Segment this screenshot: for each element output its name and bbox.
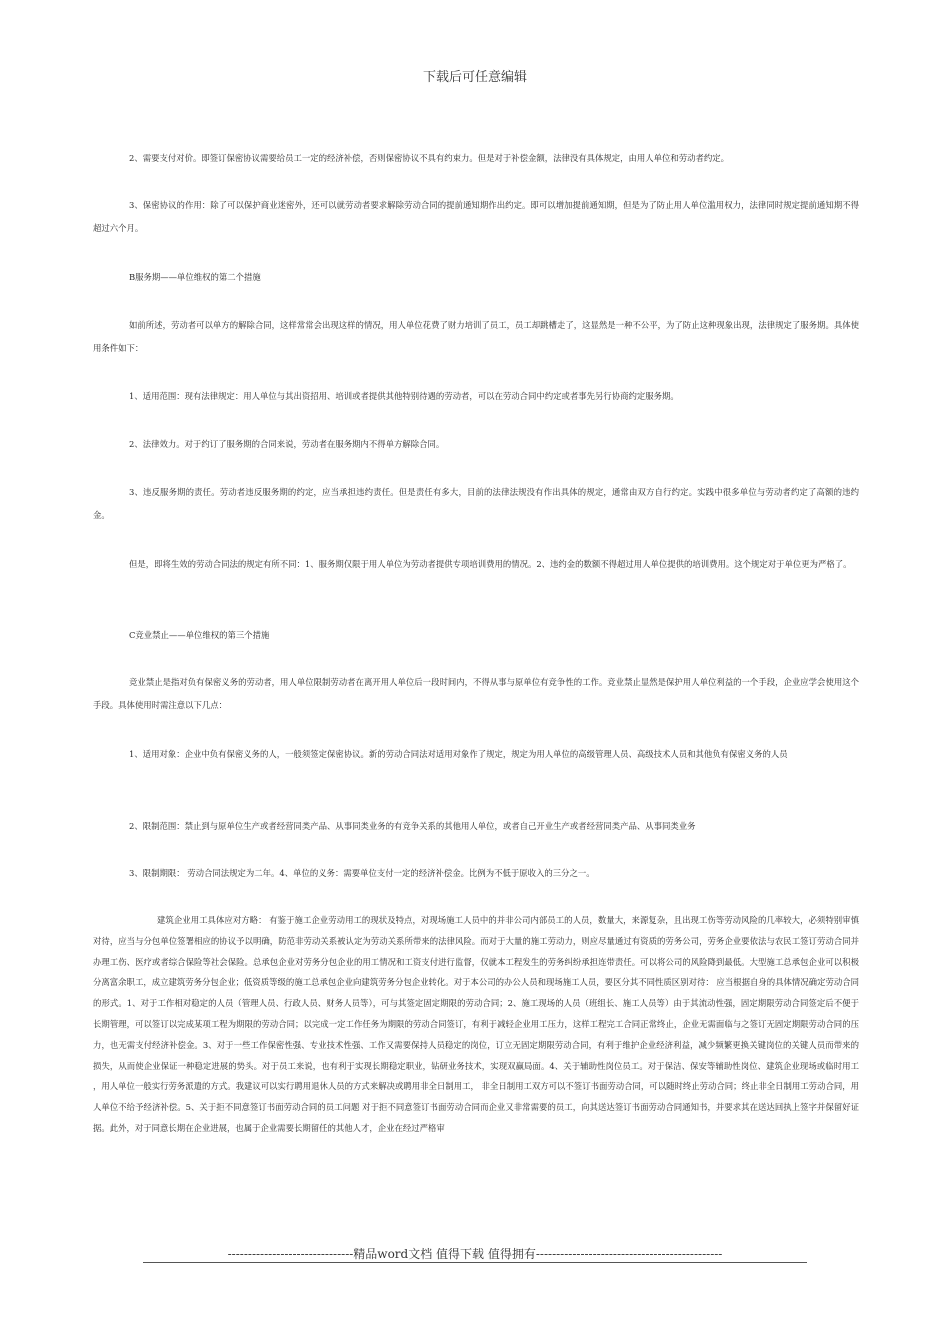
paragraph-5: 1、适用范围：现有法律规定：用人单位与其出资招用、培训或者提供其他特别待遇的劳动者，可以在劳动合同中约定或者事先另行协商约定服务期。 [129, 391, 679, 401]
page-header: 下载后可任意编辑 [422, 70, 527, 85]
paragraph-10: 竞业禁止是指对负有保密义务的劳动者，用人单位限制劳动者在离开用人单位后一段时间内，不得从事与原单位有竞争性的工作。竞业禁止显然是保护用人单位利益的一个手段，企业应学会使用这个手段。具体使用时需注意以下几点： [93, 677, 859, 710]
paragraph-8: 但是，即将生效的劳动合同法的规定有所不同：1、服务期仅限于用人单位为劳动者提供专项培训费用的情况。2、违约金的数额不得超过用人单位提供的培训费用。这个规定对于单位更为严格了。 [129, 559, 852, 569]
dense-paragraph: 建筑企业用工具体应对方略： 有鉴于施工企业劳动用工的现状及特点，对现场施工人员中的并非公司内部员工的人员，数量大，来源复杂，且出现工伤等劳动风险的几率较大，必须特别审慎对待，应当与分包单位签署相应的协议予以明确，防范非劳动关系被认定为劳动关系所带来的法律风险。而对于大量的施工劳动力，则应尽量通过有资质的劳务公司，劳务企业要依法与农民工签订劳动合同并办理工伤、医疗或者综合保险等社会保险。总承包企业对劳务分包企业的用工情况和工资支付进行监督，仅就本工程发生的劳务纠纷承担连带责任。可以将公司的风险降到最低。大型施工总承包企业可以积极分离富余职工，成立建筑劳务分包企业；低资质等级的施工总承包企业向建筑劳务分包企业转化。对于本公司的办公人员和现场施工人员，要区分其不同性质区别对待： 应当根据自身的具体情况确定劳动合同的形式。1、对于工作相对稳定的人员（管理人员、行政人员、财务人员等），可与其签定固定期限的劳动合同；2、施工现场的人员（班组长、施工人员等）由于其流动性强，固定期限劳动合同签定后不便于长期管理，可以签订以完成某项工程为期限的劳动合同；以完成一定工作任务为期限的劳动合同签订，有利于减轻企业用工压力，这样工程完工合同正常终止，企业无需面临与之签订无固定期限劳动合同的压力，也无需支付经济补偿金。3、对于一些工作保密性强、专业技术性强、工作又需要保持人员稳定的岗位，订立无固定期限劳动合同，有利于维护企业经济利益，减少频繁更换关键岗位的关键人员而带来的损失，从而使企业保证一种稳定进展的势头。对于员工来说，也有利于实现长期稳定职业，钻研业务技术，实现双赢局面。4、关于辅助性岗位员工。对于保洁、保安等辅助性岗位、建筑企业现场或临时用工 ，用人单位一般实行劳务派遣的方式。我建议可以实行聘用退休人员的方式来解决或聘用非全日制用工， 非全日制用工双方可以不签订书面劳动合同，可以随时终止劳动合同；终止非全日制用工劳动合同，用人单位不给予经济补偿。5、关于拒不同意签订书面劳动合同的员工问题 对于拒不同意签订书面劳动合同而企业又非常需要的员工，向其送达签订书面劳动合同通知书，并要求其在送达回执上签字并保留好证据。此外，对于同意长期在企业进展，也属于企业需要长期留任的其他人才，企业在经过严格审 [93, 915, 859, 1133]
paragraph-4: 如前所述，劳动者可以单方的解除合同，这样常常会出现这样的情况，用人单位花费了财力培训了员工，员工却跳槽走了，这显然是一种不公平，为了防止这种现象出现，法律规定了服务期。具体使用条件如下： [93, 320, 859, 353]
paragraph-11: 1、适用对象：企业中负有保密义务的人，一般须签定保密协议。新的劳动合同法对适用对象作了规定，规定为用人单位的高级管理人员、高级技术人员和其他负有保密义务的人员 [129, 749, 788, 759]
paragraph-1: 2、需要支付对价。即签订保密协议需要给员工一定的经济补偿，否则保密协议不具有约束力。但是对于补偿金额，法律没有具体规定，由用人单位和劳动者约定。 [129, 153, 729, 163]
paragraph-7: 3、违反服务期的责任。劳动者违反服务期的约定，应当承担违约责任。但是责任有多大，目前的法律法规没有作出具体的规定，通常由双方自行约定。实践中很多单位与劳动者约定了高额的违约金。 [93, 487, 859, 520]
paragraph-12: 2、限制范围：禁止到与原单位生产或者经营同类产品、从事同类业务的有竞争关系的其他用人单位，或者自己开业生产或者经营同类产品、从事同类业务 [129, 821, 696, 831]
section-heading-c: C竞业禁止——单位维权的第三个措施 [129, 630, 270, 640]
paragraph-6: 2、法律效力。对于约订了服务期的合同来说，劳动者在服务期内不得单方解除合同。 [129, 439, 445, 449]
page-footer: -------------------------------精品word文档 值得下载 值得拥有---------------------------------------------- [227, 1247, 723, 1261]
section-heading-b: B服务期——单位维权的第二个措施 [129, 272, 261, 282]
paragraph-13: 3、限制期限： 劳动合同法规定为二年。4、单位的义务：需要单位支付一定的经济补偿金。比例为不低于原收入的三分之一。 [129, 868, 595, 878]
footer-rule [143, 1262, 807, 1263]
paragraph-2: 3、保密协议的作用：除了可以保护商业迷密外，还可以就劳动者要求解除劳动合同的提前通知期作出约定。即可以增加提前通知期，但是为了防止用人单位滥用权力，法律同时规定提前通知期不得超过六个月。 [93, 200, 859, 233]
